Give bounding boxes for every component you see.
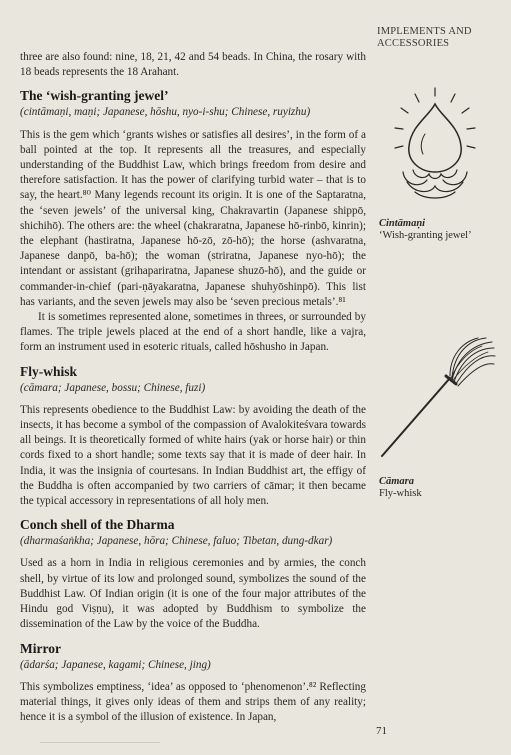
- paragraph-jewel-1: This is the gem which ‘grants wishes or satisfies all desires’, in the form of a ball pointed at the top. It represents all the treasures, and especially understanding of the Buddhist Law, which brings freedom from desire and therefore satisfaction. It has the power of clarifying turbid water – that is to say, the heart.⁸⁰ Many legends recount its origin. It is one of the Saptaratna, the ‘seven jewels’ of the universal king, Chakravartin (Japanese shippō, shichihō). The others are: the wheel (chakraratna, Japanese hō-rinbō, kinrin); the elephant (hastiratna, Japanese hō-zō, zō-hō); the horse (ashvaratna, Japanese danpō, ba-hō); the woman (striratna, Japanese nyo-hō); the intendant or assistant (grihapariratna, Japanese shuzō-hō), and the guide or commander-in-chief (pari-ṇāyakaratna, Japanese shuhyōshinpō). This list has variants, and the seven jewels may also be ‘seven precious metals’.⁸¹: [20, 128, 366, 308]
- bottom-rule: [40, 742, 160, 743]
- figure-subtitle-fly-whisk: Fly-whisk: [379, 488, 422, 499]
- section-subtitle-mirror: (ādarśa; Japanese, kagami; Chinese, jing): [20, 658, 211, 671]
- paragraph-fly-whisk-1: This represents obedience to the Buddhist Law: by avoiding the death of the insects, it has become a symbol of the compassion of Avalokiteśvara towards all beings. It is theoretically formed of white hairs (yak or horse hair) or thin cords fixed to a short handle; some texts say that it is made of deer hair. In India, it was the insignia of courtesans. In Indian Buddhist art, the effigy of the Buddha is often accompanied by two carriers of cāmar; it then became the typical accessory in representations of all holy men.: [20, 403, 366, 508]
- jewel-illustration-icon: [385, 82, 485, 207]
- intro-paragraph: three are also found: nine, 18, 21, 42 and 54 beads. In China, the rosary with 18 beads represents the 18 Arahant.: [20, 51, 366, 79]
- figure-caption-jewel: [379, 218, 504, 242]
- fly-whisk-illustration-icon: [378, 336, 498, 461]
- section-subtitle-conch: (dharmaśaṅkha; Japanese, hōra; Chinese, faluo; Tibetan, dung-dkar): [20, 535, 333, 548]
- figure-title-jewel: Cintāmaṇi: [379, 218, 426, 229]
- running-head: IMPLEMENTS AND ACCESSORIES: [377, 26, 472, 49]
- paragraph-conch-1: Used as a horn in India in religious ceremonies and by armies, the conch shell, by virtue of its low and prolonged sound, symbolizes the sound of the Buddhist Law. Of Indian origin (it is one of the four major attributes of the Hindu god Viṣṇu), it was adopted by Buddhism to symbolize the dissemination of the Law by the voice of the Buddha.: [20, 557, 366, 631]
- section-title-jewel: The ‘wish-granting jewel’: [20, 88, 169, 104]
- section-title-fly-whisk: Fly-whisk: [20, 363, 78, 379]
- page-number: 71: [376, 725, 387, 737]
- figure-caption-fly-whisk: [379, 476, 504, 500]
- section-title-conch: Conch shell of the Dharma: [20, 517, 175, 533]
- figure-title-fly-whisk: Cāmara: [379, 476, 415, 487]
- paragraph-jewel-2: It is sometimes represented alone, sometimes in threes, or surrounded by flames. The triple jewels placed at the end of a short handle, like a vajra, form an instrument used in esoteric rituals, called hōshusho in Japan.: [20, 311, 366, 354]
- main-column: [20, 50, 366, 725]
- section-subtitle-jewel: (cintāmaṇi, maṇi; Japanese, hōshu, nyo-i-shu; Chinese, ruyizhu): [20, 106, 311, 119]
- section-title-mirror: Mirror: [20, 640, 61, 656]
- paragraph-mirror-1: This symbolizes emptiness, ‘idea’ as opposed to ‘phenomenon’.⁸² Reflecting material things, it gives only ideas of them and strips them of any reality; hence it is a symbol of the illusion of existence. In Japan,: [20, 680, 366, 724]
- figure-subtitle-jewel: ‘Wish-granting jewel’: [379, 230, 472, 241]
- section-subtitle-fly-whisk: (cāmara; Japanese, bossu; Chinese, fuzi): [20, 381, 206, 394]
